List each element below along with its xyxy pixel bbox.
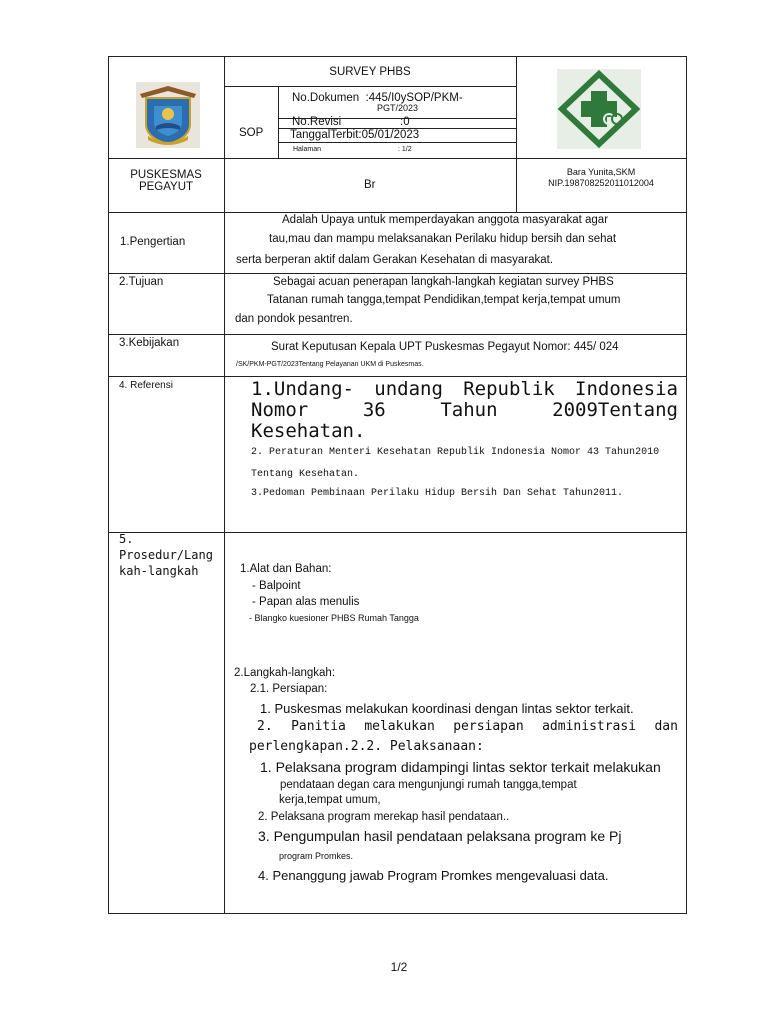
prosedur-label-line1: 5. xyxy=(119,532,134,546)
referensi-label: 4. Referensi xyxy=(119,380,173,391)
halaman-label: Halaman xyxy=(293,146,322,153)
pengertian-line1: Adalah Upaya untuk memperdayakan anggota masyarakat agar xyxy=(282,214,609,226)
persiapan-2-word3: persiapan xyxy=(453,719,524,734)
referensi-1-line3: Kesehatan. xyxy=(251,420,366,442)
kebijakan-line1: Surat Keputusan Kepala UPT Puskesmas Pegayut Nomor: 445/ 024 xyxy=(271,341,619,353)
regency-emblem xyxy=(136,82,200,148)
ref1-word-tahun: Tahun xyxy=(440,399,498,421)
sop-divider xyxy=(278,86,279,158)
signer-nip: NIP.198708252011012004 xyxy=(548,178,654,188)
prosedur-label-line2: Prosedur/Lang xyxy=(119,548,213,562)
pengertian-line2: tau,mau dan mampu melaksanakan Perilaku hidup bersih dan sehat xyxy=(269,233,617,245)
document-title: SURVEY PHBS xyxy=(329,66,411,78)
langkah-title: 2.Langkah-langkah: xyxy=(234,667,336,679)
persiapan-step-2-cont: perlengkapan.2.2. Pelaksanaan: xyxy=(249,739,484,754)
persiapan-2-word1: Panitia xyxy=(291,719,346,734)
header-right-divider xyxy=(516,56,517,212)
referensi-bottom-line xyxy=(108,532,686,533)
kebijakan-label: 3.Kebijakan xyxy=(119,337,180,349)
header-bottom-line xyxy=(108,158,686,159)
tujuan-bottom-line xyxy=(108,334,686,335)
ref1-word-number: 36 xyxy=(362,399,386,421)
pengertian-bottom-line xyxy=(108,273,686,274)
prosedur-label-line3: kah-langkah xyxy=(119,564,199,578)
referensi-2-line2: Tentang Kesehatan. xyxy=(251,469,360,480)
pelaksanaan-step-1-cont2: kerja,tempat umum, xyxy=(279,794,381,806)
sop-label: SOP xyxy=(239,127,264,139)
kebijakan-line2: /SK/PKM-PGT/2023Tentang Pelayanan UKM di Puskesmas. xyxy=(236,361,424,368)
signature-mark: Br xyxy=(364,179,376,191)
persiapan-step-1: 1. Puskesmas melakukan koordinasi dengan lintas sektor terkait. xyxy=(260,701,634,716)
pelaksanaan-step-2: 2. Pelaksana program merekap hasil pendataan.. xyxy=(258,811,510,823)
title-row-line xyxy=(224,86,516,87)
alat-item-1: - Balpoint xyxy=(252,580,301,592)
puskesmas-logo xyxy=(557,69,641,149)
persiapan-2-num: 2. xyxy=(257,719,273,734)
referensi-2-line1: 2. Peraturan Menteri Kesehatan Republik Indonesia Nomor 43 Tahun2010 xyxy=(251,447,660,458)
tujuan-line1: Sebagai acuan penerapan langkah-langkah kegiatan survey PHBS xyxy=(273,276,614,288)
persiapan-2-word5: dan xyxy=(654,719,678,734)
pengertian-label: 1.Pengertian xyxy=(120,236,186,248)
table-border-top xyxy=(108,56,686,57)
ref1-word-nomor: Nomor xyxy=(251,399,309,421)
tujuan-line3: dan pondok pesantren. xyxy=(235,313,353,325)
no-dokumen: No.Dokumen :445/I0ySOP/PKM- xyxy=(292,92,463,104)
pelaksanaan-step-1: 1. Pelaksana program didampingi lintas sektor terkait melakukan xyxy=(260,759,661,775)
halaman-value: : 1/2 xyxy=(398,146,412,153)
pelaksanaan-step-3: 3. Pengumpulan hasil pendataan pelaksana program ke Pj xyxy=(258,828,622,844)
org-name-line2: PEGAYUT xyxy=(138,181,194,193)
pelaksanaan-step-1-cont1: pendataan degan cara mengunjungi rumah tangga,tempat xyxy=(280,779,577,791)
tanggal-terbit: TanggalTerbit:05/01/2023 xyxy=(290,129,420,141)
no-revisi-value: :0 xyxy=(400,116,410,128)
ref1-word-year: 2009Tentang xyxy=(552,399,678,421)
persiapan-step-2 xyxy=(257,719,678,734)
alat-item-2: - Papan alas menulis xyxy=(252,596,360,608)
org-row-bottom-line xyxy=(108,212,686,213)
kebijakan-bottom-line xyxy=(108,376,686,377)
no-revisi-label: No.Revisi xyxy=(292,116,342,128)
persiapan-2-word4: administrasi xyxy=(542,719,637,734)
persiapan-title: 2.1. Persiapan: xyxy=(250,683,328,695)
pelaksanaan-step-4: 4. Penanggung jawab Program Promkes mengevaluasi data. xyxy=(258,868,609,883)
org-name-line1: PUSKESMAS xyxy=(130,169,202,181)
tujuan-label: 2.Tujuan xyxy=(119,276,164,288)
page-number: 1/2 xyxy=(390,960,408,974)
pengertian-line3: serta berperan aktif dalam Gerakan Kesehatan di masyarakat. xyxy=(236,254,554,266)
table-border-right xyxy=(686,56,687,914)
tujuan-line2: Tatanan rumah tangga,tempat Pendidikan,tempat kerja,tempat umum xyxy=(267,294,621,306)
table-border-bottom xyxy=(108,913,686,914)
signer-name: Bara Yunita,SKM xyxy=(566,167,636,177)
no-dokumen-cont: PGT/2023 xyxy=(377,103,419,113)
referensi-3: 3.Pedoman Pembinaan Perilaku Hidup Bersih Dan Sehat Tahun2011. xyxy=(251,488,624,499)
tanggal-row-line xyxy=(278,142,516,143)
alat-item-3: - Blangko kuesioner PHBS Rumah Tangga xyxy=(249,613,419,623)
referensi-1-line1: 1.Undang- undang Republik Indonesia xyxy=(251,378,678,400)
persiapan-2-word2: melakukan xyxy=(364,719,435,734)
label-column-divider xyxy=(224,56,225,914)
pelaksanaan-step-3-cont: program Promkes. xyxy=(279,851,354,861)
referensi-1-line2 xyxy=(251,399,678,421)
alat-bahan-title: 1.Alat dan Bahan: xyxy=(240,563,332,575)
